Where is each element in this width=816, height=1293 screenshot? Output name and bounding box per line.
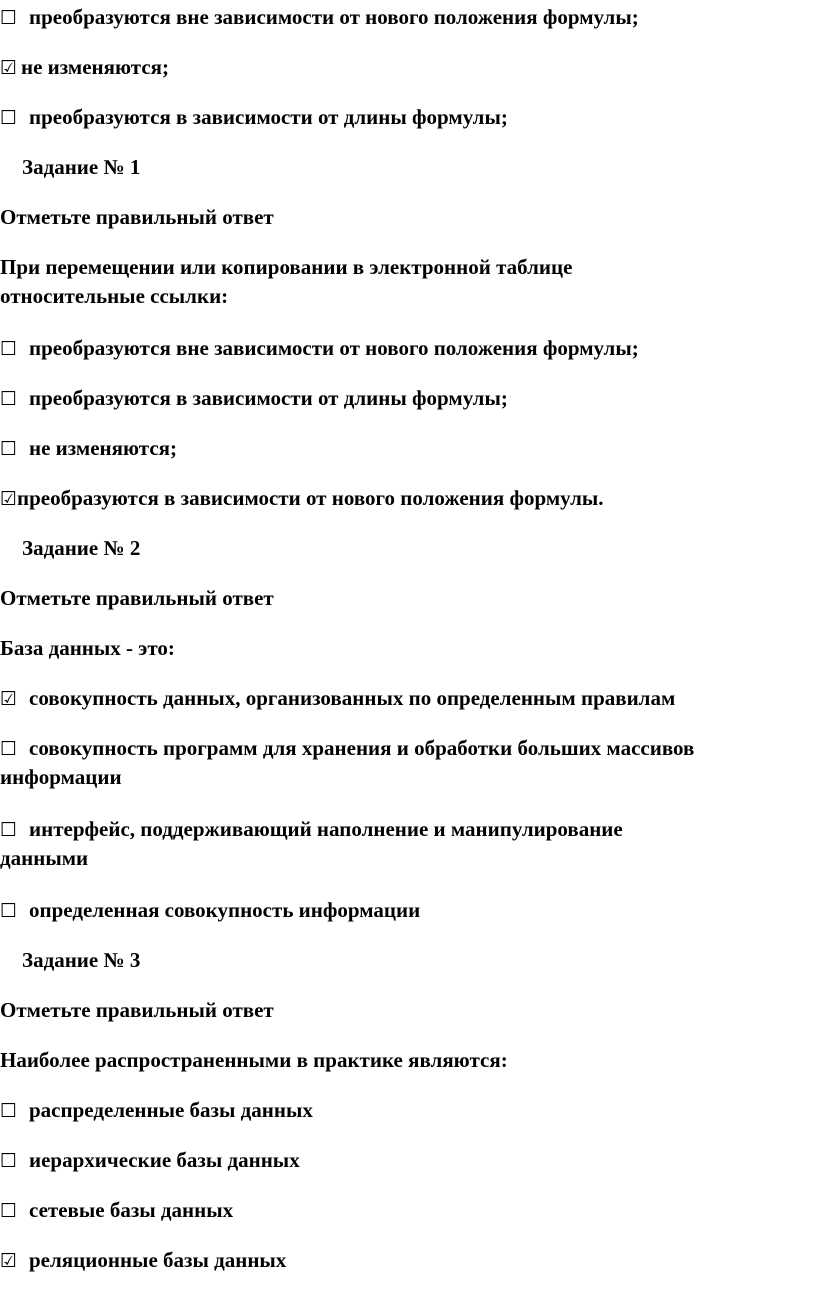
option-label: иерархические базы данных — [29, 1148, 300, 1172]
unchecked-box-icon[interactable]: ☐ — [0, 7, 18, 29]
option-item — [0, 384, 816, 414]
option-item — [0, 1246, 816, 1276]
option-label: распределенные базы данных — [29, 1098, 313, 1122]
option-label: преобразуются в зависимости от длины формулы; — [29, 386, 508, 410]
question-line: При перемещении или копировании в электронной таблице — [0, 255, 573, 279]
question-line: Наиболее распространенными в практике являются: — [0, 1048, 508, 1072]
task-title: Задание № 2 — [22, 536, 141, 560]
option-item — [0, 53, 816, 83]
option-label: преобразуются вне зависимости от нового положения формулы; — [29, 5, 639, 29]
option-item — [0, 484, 816, 514]
option-label: совокупность данных, организованных по определенным правилам — [29, 686, 676, 710]
checked-box-icon[interactable]: ☑ — [0, 1250, 18, 1272]
option-item — [0, 1146, 816, 1176]
checked-box-icon[interactable]: ☑ — [0, 57, 18, 79]
option-item — [0, 334, 816, 364]
task-instruction: Отметьте правильный ответ — [0, 998, 274, 1022]
unchecked-box-icon[interactable]: ☐ — [0, 388, 18, 410]
unchecked-box-icon[interactable]: ☐ — [0, 107, 18, 129]
option-item — [0, 684, 816, 714]
unchecked-box-icon[interactable]: ☐ — [0, 900, 18, 922]
option-item — [0, 1196, 816, 1226]
task-title: Задание № 1 — [22, 155, 141, 179]
option-label-continuation: данными — [0, 846, 89, 870]
option-label-continuation: информации — [0, 765, 122, 789]
option-label: не изменяются; — [21, 55, 170, 79]
checked-box-icon[interactable]: ☑ — [0, 688, 18, 710]
option-label: преобразуются в зависимости от длины формулы; — [29, 105, 508, 129]
unchecked-box-icon[interactable]: ☐ — [0, 438, 18, 460]
option-label: определенная совокупность информации — [29, 898, 421, 922]
task-instruction: Отметьте правильный ответ — [0, 586, 274, 610]
task-title: Задание № 3 — [22, 948, 141, 972]
option-label: преобразуются вне зависимости от нового положения формулы; — [29, 336, 639, 360]
option-label: сетевые базы данных — [29, 1198, 234, 1222]
option-item — [0, 434, 816, 464]
question-line: относительные ссылки: — [0, 284, 229, 308]
option-label: не изменяются; — [29, 436, 178, 460]
option-label: интерфейс, поддерживающий наполнение и манипулирование — [29, 817, 623, 841]
checked-box-icon[interactable]: ☑ — [0, 488, 18, 510]
option-label: совокупность программ для хранения и обработки больших массивов — [29, 736, 695, 760]
question-line: База данных - это: — [0, 636, 175, 660]
unchecked-box-icon[interactable]: ☐ — [0, 338, 18, 360]
option-label: реляционные базы данных — [29, 1248, 287, 1272]
option-item — [0, 1096, 816, 1126]
unchecked-box-icon[interactable]: ☐ — [0, 1100, 18, 1122]
option-label: преобразуются в зависимости от нового положения формулы. — [17, 486, 604, 510]
option-item — [0, 103, 816, 133]
unchecked-box-icon[interactable]: ☐ — [0, 738, 18, 760]
unchecked-box-icon[interactable]: ☐ — [0, 819, 18, 841]
option-item — [0, 896, 816, 926]
option-item — [0, 3, 816, 33]
option-item — [0, 734, 816, 764]
unchecked-box-icon[interactable]: ☐ — [0, 1150, 18, 1172]
unchecked-box-icon[interactable]: ☐ — [0, 1200, 18, 1222]
task-instruction: Отметьте правильный ответ — [0, 205, 274, 229]
option-item — [0, 815, 816, 845]
